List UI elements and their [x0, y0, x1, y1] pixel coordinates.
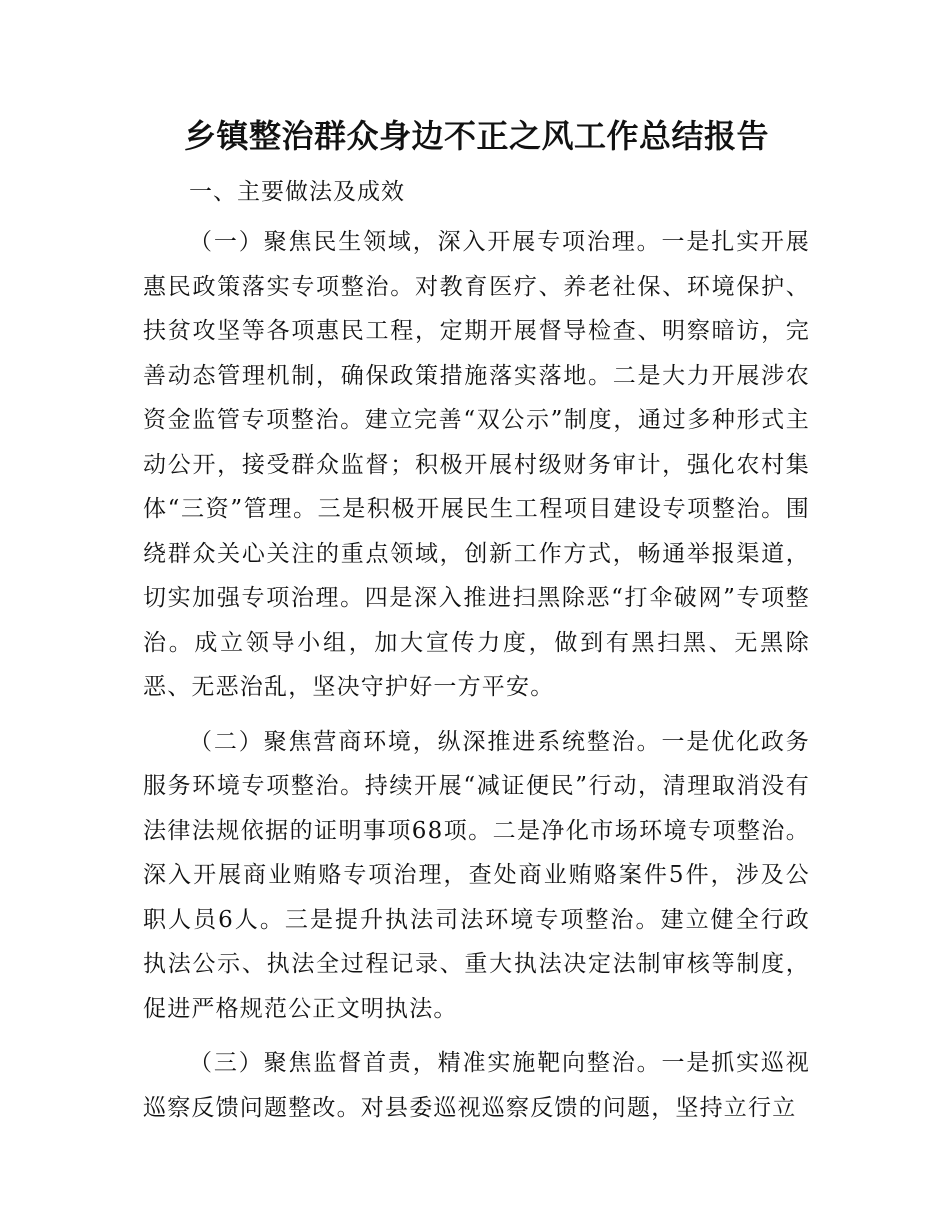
section-heading: 一、主要做法及成效 [189, 179, 405, 205]
paragraph-3: （三）聚焦监督首责，精准实施靶向整治。一是抓实巡视巡察反馈问题整改。对县委巡视巡察反馈的问题，坚持立行立 [143, 1050, 810, 1121]
paragraph-1: （一）聚焦民生领域，深入开展专项治理。一是扎实开展惠民政策落实专项整治。对教育医疗、养老社保、环境保护、扶贫攻坚等各项惠民工程，定期开展督导检查、明察暗访，完善动态管理机制，确保政策措施落实落地。二是大力开展涉农资金监管专项整治。建立完善“双公示”制度，通过多种形式主动公开，接受群众监督；积极开展村级财务审计，强化农村集体“三资”管理。三是积极开展民生工程项目建设专项整治。围绕群众关心关注的重点领域，创新工作方式，畅通举报渠道，切实加强专项治理。四是深入推进扫黑除恶“打伞破网”专项整治。成立领导小组，加大宣传力度，做到有黑扫黑、无黑除恶、无恶治乱，坚决守护好一方平安。 [143, 229, 810, 700]
paragraph-2: （二）聚焦营商环境，纵深推进系统整治。一是优化政务服务环境专项整治。持续开展“减证便民”行动，清理取消没有法律法规依据的证明事项68项。二是净化市场环境专项整治。深入开展商业贿赂专项治理，查处商业贿赂案件5件，涉及公职人员6人。三是提升执法司法环境专项整治。建立健全行政执法公示、执法全过程记录、重大执法决定法制审核等制度，促进严格规范公正文明执法。 [143, 728, 810, 1022]
document-title: 乡镇整治群众身边不正之风工作总结报告 [183, 117, 769, 155]
